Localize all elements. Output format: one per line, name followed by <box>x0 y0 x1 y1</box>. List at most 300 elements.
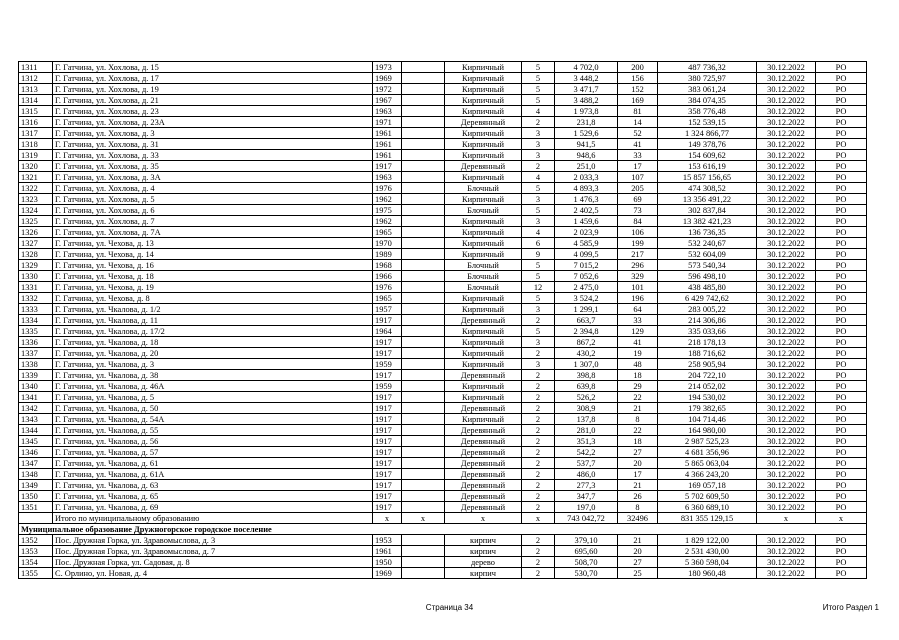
cell-res: 69 <box>618 194 658 205</box>
cell-dt: 30.12.2022 <box>757 469 816 480</box>
empty-cell <box>402 337 445 348</box>
table-row <box>19 326 867 337</box>
table-row <box>19 315 867 326</box>
cell-ar: 542,2 <box>555 447 618 458</box>
table-row <box>19 95 867 106</box>
cell-yr: 1917 <box>373 414 402 425</box>
cell-no: 1321 <box>19 172 53 183</box>
cell-no: 1345 <box>19 436 53 447</box>
cell-no: 1335 <box>19 326 53 337</box>
total-x: х <box>522 513 555 524</box>
cell-yr: 1966 <box>373 271 402 282</box>
cell-fl: 2 <box>522 491 555 502</box>
cell-ar: 430,2 <box>555 348 618 359</box>
cell-res: 33 <box>618 150 658 161</box>
cell-cost: 5 360 598,04 <box>658 557 757 568</box>
cell-mat: Блочный <box>445 260 522 271</box>
cell-ro: РО <box>816 447 867 458</box>
cell-ro: РО <box>816 480 867 491</box>
cell-no: 1329 <box>19 260 53 271</box>
cell-mat: Кирпичный <box>445 304 522 315</box>
cell-fl: 5 <box>522 183 555 194</box>
page-number: Страница 34 <box>425 603 474 612</box>
cell-adr: Г. Гатчина, ул. Чкалова, д. 65 <box>53 491 373 502</box>
cell-adr: Г. Гатчина, ул. Чкалова, д. 50 <box>53 403 373 414</box>
cell-no: 1331 <box>19 282 53 293</box>
cell-no: 1355 <box>19 568 53 579</box>
cell-res: 8 <box>618 502 658 513</box>
cell-mat: кирпич <box>445 535 522 546</box>
cell-yr: 1917 <box>373 315 402 326</box>
cell-dt: 30.12.2022 <box>757 315 816 326</box>
cell-ar: 347,7 <box>555 491 618 502</box>
empty-cell <box>402 139 445 150</box>
cell-ar: 663,7 <box>555 315 618 326</box>
cell-cost: 149 378,76 <box>658 139 757 150</box>
cell-cost: 180 960,48 <box>658 568 757 579</box>
cell-no: 1348 <box>19 469 53 480</box>
cell-res: 205 <box>618 183 658 194</box>
cell-yr: 1917 <box>373 436 402 447</box>
cell-ar: 486,0 <box>555 469 618 480</box>
cell-adr: Г. Гатчина, ул. Чкалова, д. 18 <box>53 337 373 348</box>
cell-ro: РО <box>816 337 867 348</box>
cell-ar: 2 475,0 <box>555 282 618 293</box>
cell-mat: Кирпичный <box>445 194 522 205</box>
cell-no: 1323 <box>19 194 53 205</box>
cell-ro: РО <box>816 194 867 205</box>
cell-ro: РО <box>816 271 867 282</box>
cell-ar: 508,70 <box>555 557 618 568</box>
section-row <box>19 524 867 535</box>
cell-ro: РО <box>816 183 867 194</box>
cell-mat: Кирпичный <box>445 227 522 238</box>
cell-mat: Блочный <box>445 205 522 216</box>
cell-ar: 1 299,1 <box>555 304 618 315</box>
cell-dt: 30.12.2022 <box>757 568 816 579</box>
table-row <box>19 271 867 282</box>
cell-no: 1340 <box>19 381 53 392</box>
cell-adr: Г. Гатчина, ул. Чехова, д. 16 <box>53 260 373 271</box>
cell-cost: 179 382,65 <box>658 403 757 414</box>
cell-fl: 4 <box>522 227 555 238</box>
cell-dt: 30.12.2022 <box>757 128 816 139</box>
cell-dt: 30.12.2022 <box>757 172 816 183</box>
cell-ro: РО <box>816 106 867 117</box>
table-row <box>19 128 867 139</box>
cell-adr: Г. Гатчина, ул. Чкалова, д. 1/2 <box>53 304 373 315</box>
cell-fl: 5 <box>522 293 555 304</box>
cell-yr: 1917 <box>373 392 402 403</box>
table-row <box>19 205 867 216</box>
cell-yr: 1917 <box>373 458 402 469</box>
cell-ro: РО <box>816 436 867 447</box>
cell-yr: 1969 <box>373 568 402 579</box>
empty-cell <box>402 73 445 84</box>
cell-fl: 3 <box>522 359 555 370</box>
cell-dt: 30.12.2022 <box>757 106 816 117</box>
cell-fl: 2 <box>522 315 555 326</box>
cell-mat: Кирпичный <box>445 216 522 227</box>
cell-ar: 281,0 <box>555 425 618 436</box>
cell-ro: РО <box>816 370 867 381</box>
cell-mat: Кирпичный <box>445 392 522 403</box>
cell-mat: Деревянный <box>445 436 522 447</box>
cell-dt: 30.12.2022 <box>757 326 816 337</box>
cell-adr: С. Орлино, ул. Новая, д. 4 <box>53 568 373 579</box>
cell-mat: Деревянный <box>445 502 522 513</box>
cell-no: 1332 <box>19 293 53 304</box>
cell-no: 1338 <box>19 359 53 370</box>
cell-cost: 194 530,02 <box>658 392 757 403</box>
cell-fl: 2 <box>522 502 555 513</box>
cell-dt: 30.12.2022 <box>757 425 816 436</box>
empty-cell <box>402 150 445 161</box>
empty-cell <box>402 282 445 293</box>
cell-ar: 526,2 <box>555 392 618 403</box>
cell-res: 107 <box>618 172 658 183</box>
cell-yr: 1917 <box>373 161 402 172</box>
cell-yr: 1917 <box>373 348 402 359</box>
cell-fl: 9 <box>522 249 555 260</box>
cell-dt: 30.12.2022 <box>757 150 816 161</box>
empty-cell <box>402 238 445 249</box>
cell-cost: 573 540,34 <box>658 260 757 271</box>
cell-adr: Г. Гатчина, ул. Хохлова, д. 4 <box>53 183 373 194</box>
cell-mat: Блочный <box>445 271 522 282</box>
cell-ro: РО <box>816 172 867 183</box>
total-row <box>19 513 867 524</box>
cell-ro: РО <box>816 73 867 84</box>
cell-no: 1337 <box>19 348 53 359</box>
cell-adr: Г. Гатчина, ул. Хохлова, д. 3 <box>53 128 373 139</box>
total-x: х <box>402 513 445 524</box>
cell-dt: 30.12.2022 <box>757 260 816 271</box>
empty-cell <box>402 194 445 205</box>
cell-dt: 30.12.2022 <box>757 62 816 73</box>
cell-mat: кирпич <box>445 568 522 579</box>
cell-ar: 1 973,8 <box>555 106 618 117</box>
cell-ar: 2 394,8 <box>555 326 618 337</box>
cell-dt: 30.12.2022 <box>757 403 816 414</box>
table-row <box>19 546 867 557</box>
cell-yr: 1989 <box>373 249 402 260</box>
empty-cell <box>402 117 445 128</box>
cell-res: 296 <box>618 260 658 271</box>
cell-cost: 5 865 063,04 <box>658 458 757 469</box>
cell-res: 199 <box>618 238 658 249</box>
cell-res: 21 <box>618 480 658 491</box>
cell-adr: Г. Гатчина, ул. Хохлова, д. 33 <box>53 150 373 161</box>
cell-yr: 1961 <box>373 150 402 161</box>
cell-adr: Г. Гатчина, ул. Хохлова, д. 7 <box>53 216 373 227</box>
cell-yr: 1917 <box>373 337 402 348</box>
cell-ar: 351,3 <box>555 436 618 447</box>
cell-fl: 5 <box>522 84 555 95</box>
cell-fl: 2 <box>522 425 555 436</box>
cell-ro: РО <box>816 260 867 271</box>
cell-ro: РО <box>816 535 867 546</box>
cell-no: 1322 <box>19 183 53 194</box>
cell-dt: 30.12.2022 <box>757 458 816 469</box>
table-row <box>19 557 867 568</box>
cell-yr: 1950 <box>373 557 402 568</box>
cell-res: 21 <box>618 403 658 414</box>
empty-cell <box>402 425 445 436</box>
cell-res: 156 <box>618 73 658 84</box>
cell-mat: Деревянный <box>445 447 522 458</box>
cell-dt: 30.12.2022 <box>757 447 816 458</box>
table-row <box>19 469 867 480</box>
cell-yr: 1917 <box>373 447 402 458</box>
cell-res: 8 <box>618 414 658 425</box>
cell-yr: 1917 <box>373 491 402 502</box>
cell-no: 1324 <box>19 205 53 216</box>
cell-cost: 5 702 609,50 <box>658 491 757 502</box>
cell-ro: РО <box>816 546 867 557</box>
cell-fl: 3 <box>522 128 555 139</box>
cell-adr: Г. Гатчина, ул. Чехова, д. 14 <box>53 249 373 260</box>
cell-adr: Г. Гатчина, ул. Хохлова, д. 5 <box>53 194 373 205</box>
cell-yr: 1957 <box>373 304 402 315</box>
cell-yr: 1965 <box>373 293 402 304</box>
cell-ro: РО <box>816 216 867 227</box>
cell-mat: Деревянный <box>445 403 522 414</box>
cell-adr: Г. Гатчина, ул. Хохлова, д. 6 <box>53 205 373 216</box>
cell-adr: Г. Гатчина, ул. Чкалова, д. 56 <box>53 436 373 447</box>
cell-ar: 941,5 <box>555 139 618 150</box>
table-row <box>19 260 867 271</box>
cell-fl: 2 <box>522 469 555 480</box>
empty-cell <box>402 392 445 403</box>
cell-cost: 13 356 491,22 <box>658 194 757 205</box>
cell-no: 1327 <box>19 238 53 249</box>
cell-fl: 3 <box>522 337 555 348</box>
empty-cell <box>402 183 445 194</box>
cell-dt: 30.12.2022 <box>757 205 816 216</box>
cell-ar: 1 529,6 <box>555 128 618 139</box>
cell-adr: Г. Гатчина, ул. Хохлова, д. 31 <box>53 139 373 150</box>
empty-cell <box>402 106 445 117</box>
cell-cost: 153 616,19 <box>658 161 757 172</box>
cell-dt: 30.12.2022 <box>757 546 816 557</box>
cell-fl: 2 <box>522 447 555 458</box>
empty-cell <box>402 304 445 315</box>
cell-ro: РО <box>816 161 867 172</box>
table-row <box>19 117 867 128</box>
cell-no: 1318 <box>19 139 53 150</box>
cell-adr: Г. Гатчина, ул. Хохлова, д. 21 <box>53 95 373 106</box>
cell-no: 1352 <box>19 535 53 546</box>
cell-adr: Пос. Дружная Горка, ул. Здравомыслова, д. 7 <box>53 546 373 557</box>
cell-ro: РО <box>816 392 867 403</box>
cell-dt: 30.12.2022 <box>757 535 816 546</box>
cell-fl: 2 <box>522 117 555 128</box>
cell-ro: РО <box>816 403 867 414</box>
total-x: х <box>445 513 522 524</box>
cell-res: 106 <box>618 227 658 238</box>
cell-adr: Г. Гатчина, ул. Чкалова, д. 3 <box>53 359 373 370</box>
cell-cost: 335 033,66 <box>658 326 757 337</box>
cell-ar: 2 402,5 <box>555 205 618 216</box>
cell-res: 17 <box>618 161 658 172</box>
cell-ar: 308,9 <box>555 403 618 414</box>
cell-mat: Деревянный <box>445 370 522 381</box>
cell-adr: Г. Гатчина, ул. Чкалова, д. 38 <box>53 370 373 381</box>
cell-res: 22 <box>618 425 658 436</box>
cell-ro: РО <box>816 502 867 513</box>
cell-cost: 136 736,35 <box>658 227 757 238</box>
cell-mat: Кирпичный <box>445 293 522 304</box>
cell-mat: Кирпичный <box>445 106 522 117</box>
cell-res: 22 <box>618 392 658 403</box>
cell-fl: 4 <box>522 106 555 117</box>
cell-yr: 1917 <box>373 403 402 414</box>
cell-yr: 1976 <box>373 282 402 293</box>
table-row <box>19 414 867 425</box>
cell-yr: 1953 <box>373 535 402 546</box>
cell-ro: РО <box>816 150 867 161</box>
cell-fl: 2 <box>522 535 555 546</box>
cell-ar: 4 893,3 <box>555 183 618 194</box>
cell-res: 217 <box>618 249 658 260</box>
empty-cell <box>402 128 445 139</box>
cell-res: 18 <box>618 436 658 447</box>
cell-ar: 231,8 <box>555 117 618 128</box>
cell-no: 1347 <box>19 458 53 469</box>
cell-res: 81 <box>618 106 658 117</box>
cell-res: 200 <box>618 62 658 73</box>
cell-mat: Кирпичный <box>445 139 522 150</box>
cell-cost: 532 604,09 <box>658 249 757 260</box>
cell-no: 1341 <box>19 392 53 403</box>
table-row <box>19 502 867 513</box>
cell-res: 21 <box>618 535 658 546</box>
empty-cell <box>402 535 445 546</box>
cell-fl: 2 <box>522 381 555 392</box>
cell-cost: 188 716,62 <box>658 348 757 359</box>
cell-ro: РО <box>816 95 867 106</box>
table-row <box>19 458 867 469</box>
register-table <box>18 61 867 579</box>
cell-res: 19 <box>618 348 658 359</box>
cell-adr: Г. Гатчина, ул. Хохлова, д. 7А <box>53 227 373 238</box>
cell-yr: 1917 <box>373 469 402 480</box>
cell-dt: 30.12.2022 <box>757 348 816 359</box>
empty-cell <box>19 513 53 524</box>
cell-dt: 30.12.2022 <box>757 84 816 95</box>
cell-fl: 2 <box>522 458 555 469</box>
cell-res: 52 <box>618 128 658 139</box>
cell-cost: 214 052,02 <box>658 381 757 392</box>
cell-cost: 1 324 866,77 <box>658 128 757 139</box>
cell-no: 1333 <box>19 304 53 315</box>
cell-ar: 639,8 <box>555 381 618 392</box>
cell-adr: Г. Гатчина, ул. Хохлова, д. 23А <box>53 117 373 128</box>
cell-fl: 5 <box>522 95 555 106</box>
table-row <box>19 150 867 161</box>
cell-ar: 2 023,9 <box>555 227 618 238</box>
total-x: х <box>816 513 867 524</box>
cell-cost: 384 074,35 <box>658 95 757 106</box>
cell-res: 152 <box>618 84 658 95</box>
cell-fl: 2 <box>522 348 555 359</box>
cell-cost: 474 308,52 <box>658 183 757 194</box>
cell-dt: 30.12.2022 <box>757 194 816 205</box>
cell-fl: 5 <box>522 326 555 337</box>
cell-no: 1320 <box>19 161 53 172</box>
empty-cell <box>402 172 445 183</box>
cell-fl: 2 <box>522 161 555 172</box>
cell-ro: РО <box>816 117 867 128</box>
section-total-label: Итого Раздел 1 <box>822 603 879 612</box>
cell-cost: 358 776,48 <box>658 106 757 117</box>
cell-fl: 5 <box>522 205 555 216</box>
cell-yr: 1962 <box>373 194 402 205</box>
cell-dt: 30.12.2022 <box>757 249 816 260</box>
cell-fl: 5 <box>522 62 555 73</box>
cell-dt: 30.12.2022 <box>757 139 816 150</box>
cell-dt: 30.12.2022 <box>757 491 816 502</box>
table-row <box>19 370 867 381</box>
cell-adr: Г. Гатчина, ул. Чкалова, д. 61 <box>53 458 373 469</box>
cell-no: 1350 <box>19 491 53 502</box>
cell-fl: 3 <box>522 139 555 150</box>
cell-ro: РО <box>816 425 867 436</box>
cell-ar: 3 471,7 <box>555 84 618 95</box>
cell-mat: дерево <box>445 557 522 568</box>
cell-res: 101 <box>618 282 658 293</box>
cell-yr: 1963 <box>373 106 402 117</box>
cell-cost: 214 306,86 <box>658 315 757 326</box>
cell-adr: Г. Гатчина, ул. Хохлова, д. 17 <box>53 73 373 84</box>
cell-mat: Кирпичный <box>445 326 522 337</box>
table-row <box>19 304 867 315</box>
empty-cell <box>402 271 445 282</box>
table-row <box>19 403 867 414</box>
cell-mat: Кирпичный <box>445 84 522 95</box>
cell-yr: 1972 <box>373 84 402 95</box>
cell-res: 17 <box>618 469 658 480</box>
cell-mat: Кирпичный <box>445 150 522 161</box>
cell-ar: 197,0 <box>555 502 618 513</box>
cell-no: 1353 <box>19 546 53 557</box>
empty-cell <box>402 469 445 480</box>
cell-dt: 30.12.2022 <box>757 183 816 194</box>
empty-cell <box>402 480 445 491</box>
cell-ar: 3 488,2 <box>555 95 618 106</box>
cell-adr: Г. Гатчина, ул. Хохлова, д. 23 <box>53 106 373 117</box>
table-row <box>19 425 867 436</box>
cell-res: 25 <box>618 568 658 579</box>
table-row <box>19 238 867 249</box>
cell-no: 1316 <box>19 117 53 128</box>
cell-cost: 15 857 156,65 <box>658 172 757 183</box>
cell-dt: 30.12.2022 <box>757 293 816 304</box>
cell-yr: 1976 <box>373 183 402 194</box>
table-row <box>19 106 867 117</box>
cell-dt: 30.12.2022 <box>757 95 816 106</box>
empty-cell <box>402 557 445 568</box>
cell-cost: 4 366 243,20 <box>658 469 757 480</box>
table-row <box>19 73 867 84</box>
cell-ar: 948,6 <box>555 150 618 161</box>
cell-ar: 277,3 <box>555 480 618 491</box>
empty-cell <box>402 414 445 425</box>
cell-ro: РО <box>816 238 867 249</box>
cell-adr: Г. Гатчина, ул. Чкалова, д. 57 <box>53 447 373 458</box>
cell-cost: 2 987 525,23 <box>658 436 757 447</box>
